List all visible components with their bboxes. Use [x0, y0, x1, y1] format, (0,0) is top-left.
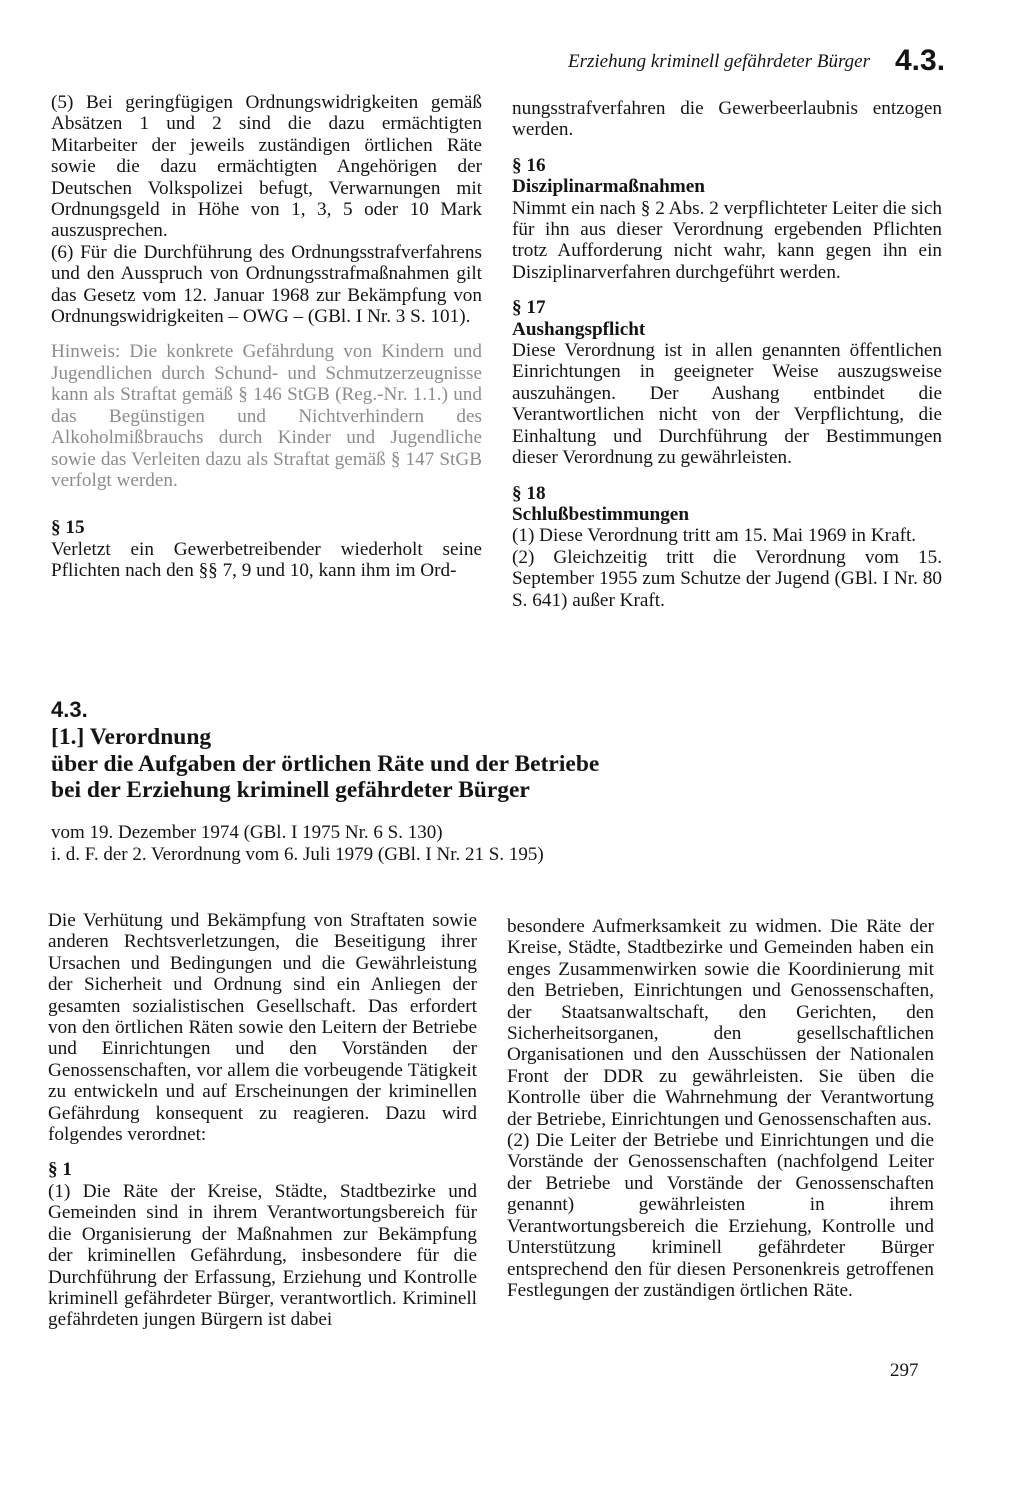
ordinance-subtitle — [51, 822, 544, 866]
section-1-paragraph-2: (2) Die Leiter der Betriebe und Einrichtungen und die Vorstände der Genossenschaften (nachfolgend Leiter der Betriebe und Vorstände der Genossenschaften genannt) gewährleisten in ihrem Verantwortungsbereich die Erziehung, Kontrolle und Unterstützung kriminell gefährdeter Bürger entsprechend den für diesen Personenkreis getroffenen Festlegungen der zuständigen örtlichen Räte. — [507, 1130, 934, 1301]
continuation-text: nungsstrafverfahren die Gewerbeerlaubnis entzogen werden. — [512, 98, 942, 141]
section-17-heading: Aushangspflicht — [512, 318, 646, 340]
section-1-paragraph-1: (1) Die Räte der Kreise, Städte, Stadtbezirke und Gemeinden sind in ihrem Verantwortungsbereich für die Organisierung der Maßnahmen zur Bekämpfung der kriminellen Gefährdung, insbesondere für die Durchführung der Erfassung, Erziehung und Kontrolle kriminell gefährdeter Bürger, verantwortlich. Kriminell gefährdeten jungen Bürgern ist dabei — [48, 1180, 477, 1331]
section-18-number: § 18 — [512, 482, 546, 504]
section-17-number: § 17 — [512, 297, 546, 319]
section-18-paragraph-2: (2) Gleichzeitig tritt die Verordnung vom 15. September 1955 zum Schutze der Jugend (GBl. I Nr. 80 S. 641) außer Kraft. — [512, 546, 942, 611]
title-line-1: [1.] Verordnung — [51, 724, 212, 750]
title-line-2: über die Aufgaben der örtlichen Räte und der Betriebe — [51, 750, 600, 777]
section-16-number: § 16 — [512, 154, 546, 176]
section-number: 4.3. — [895, 44, 946, 77]
section-18-heading: Schlußbestimmungen — [512, 503, 689, 525]
preamble: Die Verhütung und Bekämpfung von Straftaten sowie anderen Rechtsverletzungen, die Beseitigung ihrer Ursachen und Bedingungen und die Gewährleistung der Sicherheit und Ordnung sind ein Anliegen der gesamten sozialistischen Gesellschaft. Das erfordert von den örtlichen Räten sowie den Leitern der Betriebe und Einrichtungen und den Vorständen der Genossenschaften, vor allem die vorbeugende Tätigkeit zu entwickeln und auf Erscheinungen der kriminellen Gefährdung konsequent zu reagieren. Dazu wird folgendes verordnet: — [48, 910, 477, 1146]
bottom-right-column — [507, 916, 934, 1301]
paragraph-5: (5) Bei geringfügigen Ordnungswidrigkeiten gemäß Absätzen 1 und 2 sind die dazu ermächtigten Mitarbeiter der jeweils zuständigen örtlichen Räte sowie die dazu ermächtigten Angehörigen der Deutschen Volkspolizei befugt, Verwarnungen mit Ordnungsgeld in Höhe von 1, 3, 5 oder 10 Mark auszusprechen. — [51, 92, 482, 242]
section-15-text: Verletzt ein Gewerbetreibender wiederholt seine Pflichten nach den §§ 7, 9 und 10, kann ihm im Ord- — [51, 538, 482, 582]
section-15-number: § 15 — [51, 517, 85, 539]
title-line-3: bei der Erziehung kriminell gefährdeter Bürger — [51, 777, 530, 803]
page-number: 297 — [890, 1360, 919, 1381]
bottom-left-column — [48, 910, 477, 1331]
ordinance-title — [51, 696, 691, 804]
subtitle-date: vom 19. Dezember 1974 (GBl. I 1975 Nr. 6 S. 130) — [51, 822, 443, 843]
running-title: Erziehung kriminell gefährdeter Bürger — [567, 51, 870, 72]
paragraph-6: (6) Für die Durchführung des Ordnungsstrafverfahrens und den Ausspruch von Ordnungsstrafmaßnahmen gilt das Gesetz vom 12. Januar 1968 zur Bekämpfung von Ordnungswidrigkeiten – OWG – (GBl. I Nr. 3 S. 101). — [51, 241, 482, 328]
section-16-text: Nimmt ein nach § 2 Abs. 2 verpflichteter Leiter die sich für ihn aus dieser Verordnung ergebenden Pflichten trotz Aufforderung nicht wahr, kann gegen ihn ein Disziplinarverfahren durchgeführt werden. — [512, 197, 942, 283]
subtitle-version: i. d. F. der 2. Verordnung vom 6. Juli 1979 (GBl. I Nr. 21 S. 195) — [51, 844, 544, 865]
continuation-text-2: besondere Aufmerksamkeit zu widmen. Die Räte der Kreise, Städte, Stadtbezirke und Gemeinden haben ein enges Zusammenwirken sowie die Koordinierung mit den Betrieben, Einrichtungen und Genossenschaften, der Staatsanwaltschaft, den Gerichten, den Sicherheitsorganen, den gesellschaftlichen Organisationen und den Ausschüssen der Nationalen Front der DDR zu gewährleisten. Sie üben die Kontrolle über die Wahrnehmung der Verantwortung der Betriebe, Einrichtungen und Genossenschaften aus. — [507, 916, 934, 1130]
section-16-heading: Disziplinarmaßnahmen — [512, 176, 705, 198]
section-17-text: Diese Verordnung ist in allen genannten öffentlichen Einrichtungen in geeigneter Weise auszugsweise auszuhängen. Der Aushang entbindet die Verantwortlichen nicht von der Verpflichtung, die Einhaltung und Durchführung der Bestimmungen dieser Verordnung zu gewährleisten. — [512, 340, 942, 469]
section-18-paragraph-1: (1) Diese Verordnung tritt am 15. Mai 1969 in Kraft. — [512, 525, 917, 547]
top-left-column — [51, 92, 482, 582]
note-hinweis: Hinweis: Die konkrete Gefährdung von Kindern und Jugendlichen durch Schund- und Schmutzerzeugnisse kann als Straftat gemäß § 146 StGB (Reg.-Nr. 1.1.) und das Begünstigen und Nichtverhindern des Alkoholmißbrauchs durch Kinder und Jugendliche sowie das Verleiten dazu als Straftat gemäß § 147 StGB verfolgt werden. — [51, 341, 482, 491]
section-1-number: § 1 — [48, 1159, 72, 1181]
title-number: 4.3. — [51, 697, 88, 722]
top-right-column — [512, 98, 942, 611]
